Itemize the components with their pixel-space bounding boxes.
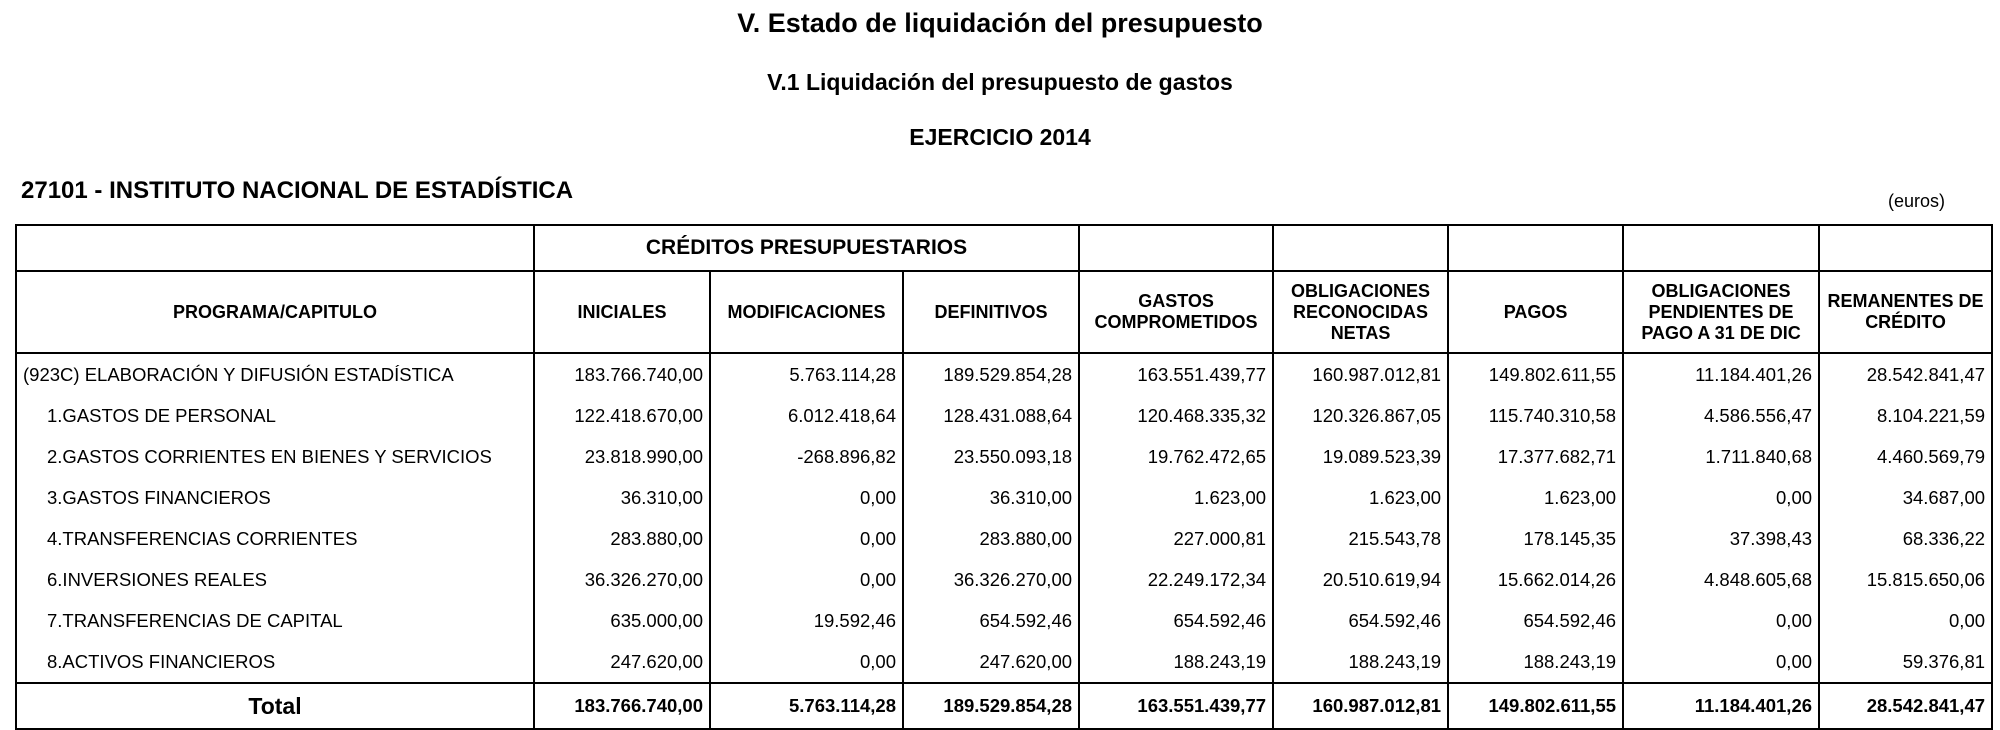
chapter-row <box>16 600 1992 641</box>
chapter-row <box>16 436 1992 477</box>
amount-cell: 15.815.650,06 <box>1819 559 1992 600</box>
amount-cell: 19.089.523,39 <box>1273 436 1448 477</box>
amount-cell: 20.510.619,94 <box>1273 559 1448 600</box>
chapter-label: 7.TRANSFERENCIAS DE CAPITAL <box>16 600 534 641</box>
amount-cell: 183.766.740,00 <box>534 353 710 395</box>
column-header: PROGRAMA/CAPITULO <box>16 271 534 353</box>
group-header-row <box>16 225 1992 271</box>
column-header-row <box>16 271 1992 353</box>
budget-table <box>15 224 1993 730</box>
amount-cell: 247.620,00 <box>534 641 710 683</box>
total-cell: 28.542.841,47 <box>1819 683 1992 729</box>
chapter-label: 6.INVERSIONES REALES <box>16 559 534 600</box>
amount-cell: 120.326.867,05 <box>1273 395 1448 436</box>
amount-cell: 0,00 <box>710 518 903 559</box>
total-cell: 5.763.114,28 <box>710 683 903 729</box>
chapter-label: 2.GASTOS CORRIENTES EN BIENES Y SERVICIOS <box>16 436 534 477</box>
amount-cell: 120.468.335,32 <box>1079 395 1273 436</box>
amount-cell: 23.550.093,18 <box>903 436 1079 477</box>
units-label: (euros) <box>1888 191 1946 211</box>
amount-cell: 0,00 <box>1623 600 1819 641</box>
amount-cell: 0,00 <box>710 559 903 600</box>
chapter-row <box>16 641 1992 683</box>
amount-cell: 4.586.556,47 <box>1623 395 1819 436</box>
group-header-empty <box>16 225 534 271</box>
amount-cell: 36.326.270,00 <box>534 559 710 600</box>
amount-cell: 5.763.114,28 <box>710 353 903 395</box>
amount-cell: 128.431.088,64 <box>903 395 1079 436</box>
amount-cell: 8.104.221,59 <box>1819 395 1992 436</box>
column-header: PAGOS <box>1448 271 1623 353</box>
amount-cell: 6.012.418,64 <box>710 395 903 436</box>
amount-cell: 0,00 <box>710 641 903 683</box>
amount-cell: 34.687,00 <box>1819 477 1992 518</box>
group-header-empty <box>1448 225 1623 271</box>
amount-cell: 1.623,00 <box>1448 477 1623 518</box>
amount-cell: 36.310,00 <box>903 477 1079 518</box>
chapter-row <box>16 518 1992 559</box>
total-cell: 189.529.854,28 <box>903 683 1079 729</box>
amount-cell: 1.711.840,68 <box>1623 436 1819 477</box>
chapter-row <box>16 395 1992 436</box>
amount-cell: 283.880,00 <box>534 518 710 559</box>
amount-cell: 635.000,00 <box>534 600 710 641</box>
amount-cell: 189.529.854,28 <box>903 353 1079 395</box>
amount-cell: 215.543,78 <box>1273 518 1448 559</box>
amount-cell: 149.802.611,55 <box>1448 353 1623 395</box>
amount-cell: 19.592,46 <box>710 600 903 641</box>
group-header-empty <box>1079 225 1273 271</box>
column-header: OBLIGACIONES PENDIENTES DE PAGO A 31 DE DIC <box>1623 271 1819 353</box>
total-cell: 11.184.401,26 <box>1623 683 1819 729</box>
amount-cell: 22.249.172,34 <box>1079 559 1273 600</box>
chapter-row <box>16 477 1992 518</box>
amount-cell: 36.310,00 <box>534 477 710 518</box>
chapter-row <box>16 559 1992 600</box>
column-header: GASTOS COMPROMETIDOS <box>1079 271 1273 353</box>
amount-cell: 15.662.014,26 <box>1448 559 1623 600</box>
chapter-label: 4.TRANSFERENCIAS CORRIENTES <box>16 518 534 559</box>
amount-cell: 37.398,43 <box>1623 518 1819 559</box>
amount-cell: 654.592,46 <box>1273 600 1448 641</box>
amount-cell: 4.460.569,79 <box>1819 436 1992 477</box>
amount-cell: 160.987.012,81 <box>1273 353 1448 395</box>
total-cell: 160.987.012,81 <box>1273 683 1448 729</box>
amount-cell: 28.542.841,47 <box>1819 353 1992 395</box>
amount-cell: 227.000,81 <box>1079 518 1273 559</box>
amount-cell: 23.818.990,00 <box>534 436 710 477</box>
amount-cell: 122.418.670,00 <box>534 395 710 436</box>
amount-cell: 68.336,22 <box>1819 518 1992 559</box>
amount-cell: 654.592,46 <box>1448 600 1623 641</box>
page-title: V. Estado de liquidación del presupuesto <box>737 8 1263 38</box>
amount-cell: 0,00 <box>710 477 903 518</box>
amount-cell: 19.762.472,65 <box>1079 436 1273 477</box>
amount-cell: 0,00 <box>1623 641 1819 683</box>
amount-cell: 0,00 <box>1623 477 1819 518</box>
column-header: DEFINITIVOS <box>903 271 1079 353</box>
group-header-empty <box>1273 225 1448 271</box>
chapter-label: 3.GASTOS FINANCIEROS <box>16 477 534 518</box>
amount-cell: 178.145,35 <box>1448 518 1623 559</box>
amount-cell: 654.592,46 <box>903 600 1079 641</box>
amount-cell: 188.243,19 <box>1079 641 1273 683</box>
total-row <box>16 683 1992 729</box>
total-cell: 183.766.740,00 <box>534 683 710 729</box>
amount-cell: 1.623,00 <box>1079 477 1273 518</box>
page-subtitle: V.1 Liquidación del presupuesto de gastos <box>767 69 1233 95</box>
amount-cell: -268.896,82 <box>710 436 903 477</box>
column-header: OBLIGACIONES RECONOCIDAS NETAS <box>1273 271 1448 353</box>
amount-cell: 36.326.270,00 <box>903 559 1079 600</box>
amount-cell: 4.848.605,68 <box>1623 559 1819 600</box>
amount-cell: 188.243,19 <box>1273 641 1448 683</box>
entity-name: 27101 - INSTITUTO NACIONAL DE ESTADÍSTICA <box>21 177 574 204</box>
exercise-year: EJERCICIO 2014 <box>909 124 1091 150</box>
chapter-label: 8.ACTIVOS FINANCIEROS <box>16 641 534 683</box>
amount-cell: 654.592,46 <box>1079 600 1273 641</box>
amount-cell: 283.880,00 <box>903 518 1079 559</box>
amount-cell: 11.184.401,26 <box>1623 353 1819 395</box>
program-label: (923C) ELABORACIÓN Y DIFUSIÓN ESTADÍSTICA <box>16 353 534 395</box>
group-header-empty <box>1819 225 1992 271</box>
amount-cell: 163.551.439,77 <box>1079 353 1273 395</box>
total-cell: 163.551.439,77 <box>1079 683 1273 729</box>
amount-cell: 188.243,19 <box>1448 641 1623 683</box>
group-header-creditos: CRÉDITOS PRESUPUESTARIOS <box>534 225 1079 271</box>
column-header: MODIFICACIONES <box>710 271 903 353</box>
chapter-label: 1.GASTOS DE PERSONAL <box>16 395 534 436</box>
amount-cell: 0,00 <box>1819 600 1992 641</box>
column-header: REMANENTES DE CRÉDITO <box>1819 271 1992 353</box>
program-row <box>16 353 1992 395</box>
amount-cell: 115.740.310,58 <box>1448 395 1623 436</box>
group-header-empty <box>1623 225 1819 271</box>
total-cell: 149.802.611,55 <box>1448 683 1623 729</box>
total-label: Total <box>16 683 534 729</box>
amount-cell: 59.376,81 <box>1819 641 1992 683</box>
amount-cell: 1.623,00 <box>1273 477 1448 518</box>
column-header: INICIALES <box>534 271 710 353</box>
amount-cell: 247.620,00 <box>903 641 1079 683</box>
amount-cell: 17.377.682,71 <box>1448 436 1623 477</box>
